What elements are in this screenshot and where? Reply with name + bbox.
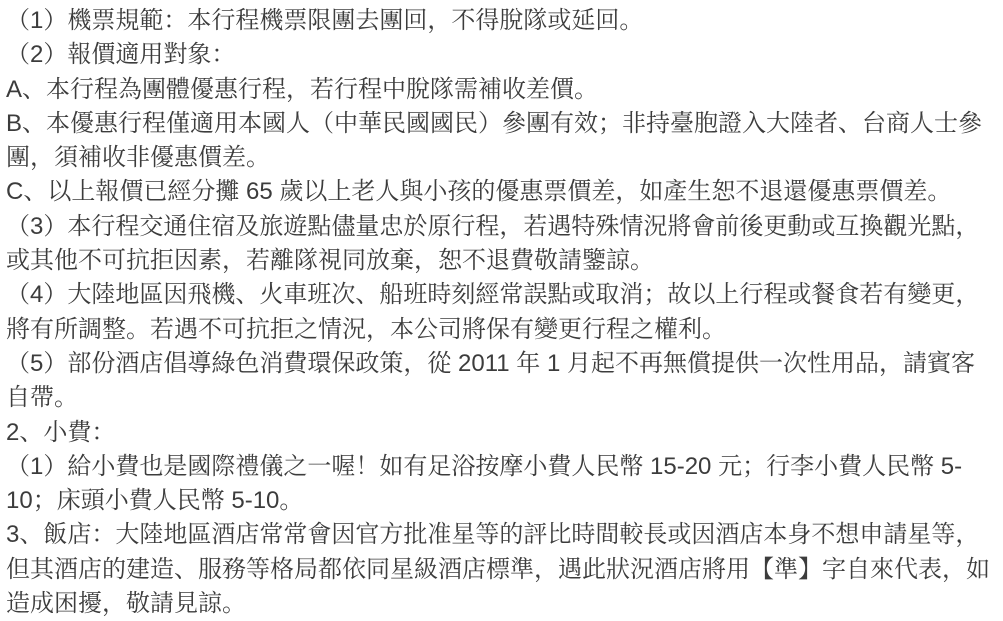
paragraph-tips-title: 2、小費：	[6, 418, 116, 446]
paragraph-quote-target-title: （2）報價適用對象：	[6, 41, 236, 69]
paragraph-itinerary-change: （3）本行程交通住宿及旅遊點儘量忠於原行程，若遇特殊情況將會前後更動或互換觀光點，或其他不可抗拒因素，若離隊視同放棄，恕不退費敬請鑒諒。	[6, 212, 980, 275]
paragraph-tips-detail: （1）給小費也是國際禮儀之一喔！如有足浴按摩小費人民幣 15-20 元；行李小費人民幣 5-10；床頭小費人民幣 5-10。	[6, 452, 963, 515]
paragraph-hotel-green-policy: （5）部份酒店倡導綠色消費環保政策，從 2011 年 1 月起不再無償提供一次性用品，請賓客自帶。	[6, 349, 975, 412]
paragraph-transport-delay: （4）大陸地區因飛機、火車班次、船班時刻經常誤點或取消；故以上行程或餐食若有變更，將有所調整。若遇不可抗拒之情況，本公司將保有變更行程之權利。	[6, 281, 980, 343]
paragraph-quote-target-a: A、本行程為團體優惠行程，若行程中脫隊需補收差價。	[6, 75, 599, 103]
paragraph-ticket-rule: （1）機票規範：本行程機票限團去團回，不得脫隊或延回。	[6, 7, 644, 34]
paragraph-hotel-star-rating: 3、飯店：大陸地區酒店常常會因官方批准星等的評比時間較長或因酒店本身不想申請星等，但其酒店的建造、服務等格局都依同星級酒店標準，遇此狀況酒店將用【準】字自來代表，如造成困擾，敬請見諒。	[6, 521, 990, 618]
paragraph-quote-target-b: B、本優惠行程僅適用本國人（中華民國國民）參團有效；非持臺胞證入大陸者、台商人士參團，須補收非優惠價差。	[6, 109, 983, 172]
paragraph-quote-target-c: C、以上報價已經分攤 65 歲以上老人與小孩的優惠票價差，如產生恕不退還優惠票價差。	[6, 178, 952, 206]
